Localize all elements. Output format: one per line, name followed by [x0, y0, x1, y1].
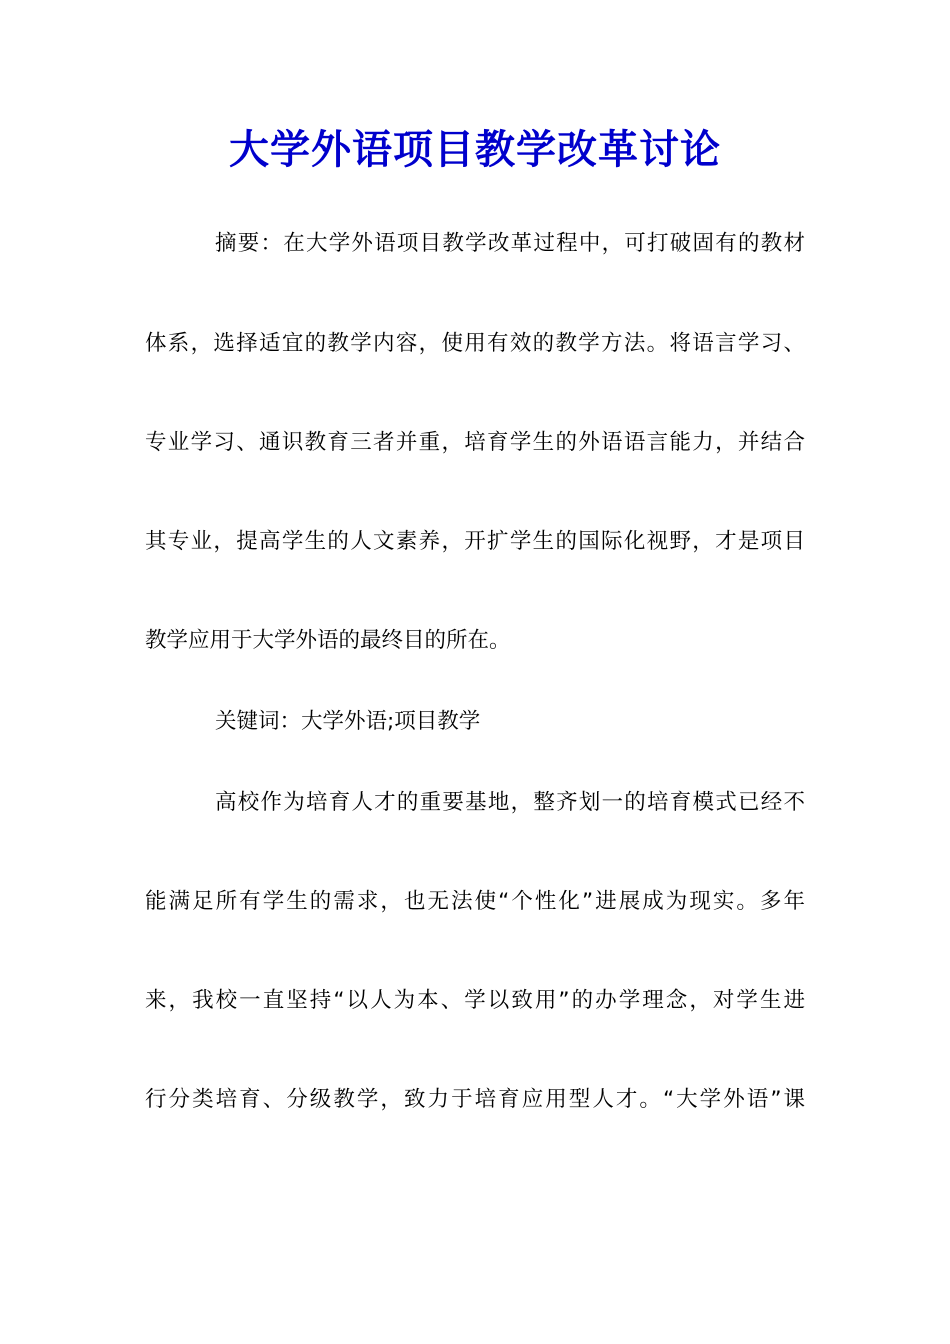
- abstract-line-4: 其专业，提高学生的人文素养，开扩学生的国际化视野，才是项目: [145, 529, 805, 554]
- abstract-line-2: 体系，选择适宜的教学内容，使用有效的教学方法。将语言学习、: [145, 331, 805, 356]
- document-title: 大学外语项目教学改革讨论: [229, 126, 721, 173]
- body-line-4: 行分类培育、分级教学，致力于培育应用型人才。“大学外语”课: [145, 1087, 805, 1112]
- body-line-1: 高校作为培育人才的重要基地，整齐划一的培育模式已经不: [215, 790, 805, 815]
- body-line-3: 来，我校一直坚持“以人为本、学以致用”的办学理念，对学生进: [145, 988, 805, 1013]
- body-line-2: 能满足所有学生的需求，也无法使“个性化”进展成为现实。多年: [145, 889, 805, 914]
- abstract-line-5: 教学应用于大学外语的最终目的所在。: [145, 628, 511, 653]
- abstract-line-1: 摘要：在大学外语项目教学改革过程中，可打破固有的教材: [215, 231, 805, 256]
- keywords-line: 关键词：大学外语;项目教学: [215, 709, 481, 734]
- abstract-line-3: 专业学习、通识教育三者并重，培育学生的外语语言能力，并结合: [145, 430, 805, 455]
